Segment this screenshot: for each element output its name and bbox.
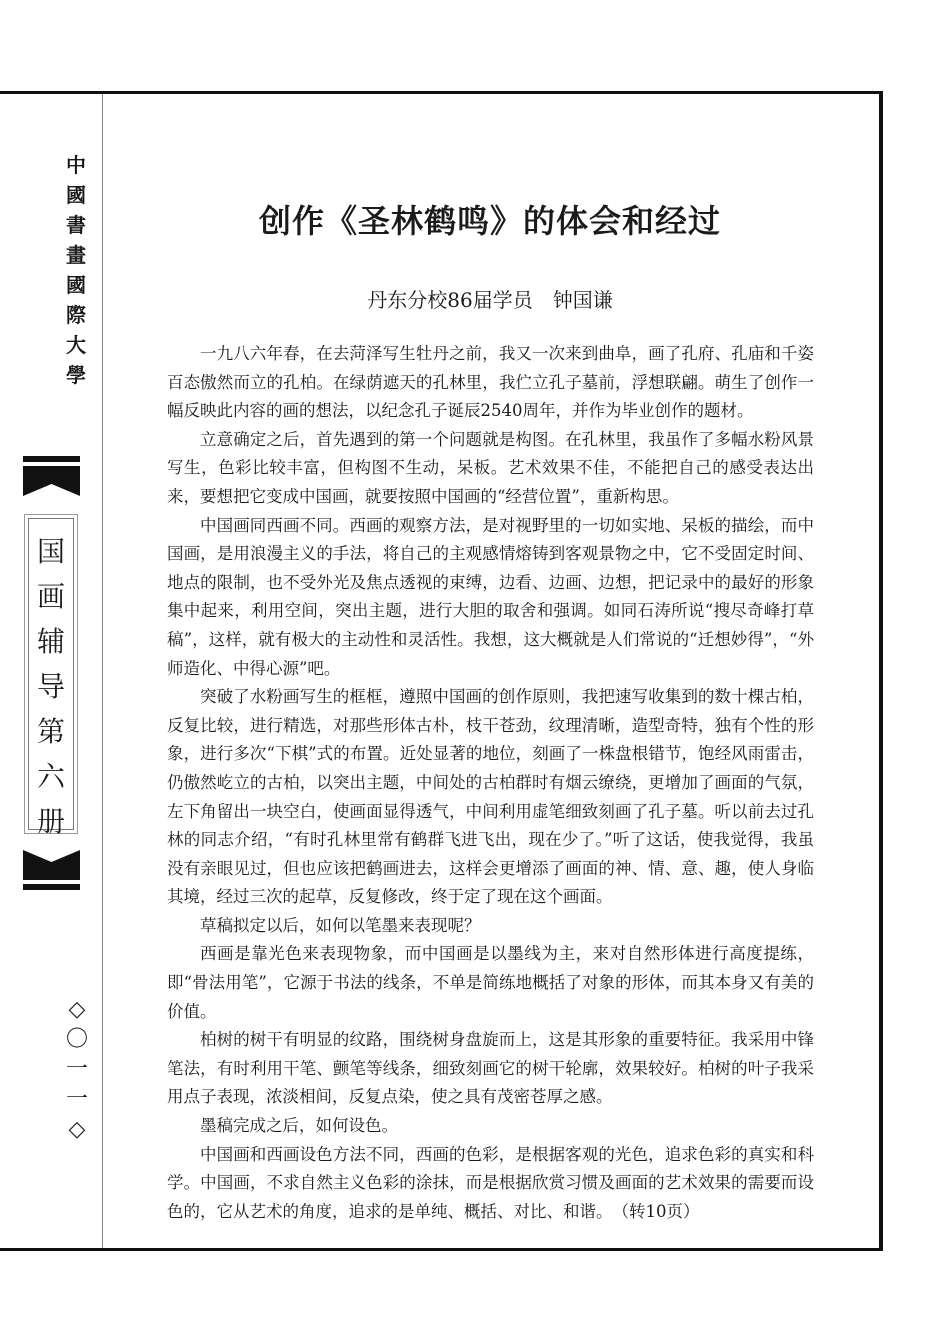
paragraph: 中国画和西画设色方法不同，西画的色彩，是根据客观的光色，追求色彩的真实和科学。中国画，不求自然主义色彩的涂抹，而是根据欣赏习惯及画面的艺术效果的需要而设色的，它从艺术的角度，追求的是单纯、概括、对比、和谐。 （转10页） [167,1144,814,1221]
paragraph: 柏树的树干有明显的纹路，围绕树身盘旋而上，这是其形象的重要特征。我采用中锋笔法，有时利用干笔、颤笔等线条，细致刻画它的树干轮廓，效果较好。柏树的叶子我采用点子表现，浓淡相间，反复点染，使之具有茂密苍厚之感。 [167,1030,814,1107]
article-title: 创作《圣林鹤鸣》的体会和经过 [258,202,721,240]
paragraph: 墨稿完成之后，如何设色。 [200,1116,398,1136]
volume-label [22,456,82,896]
paragraph: 突破了水粉画写生的框框，遵照中国画的创作原则，我把速写收集到的数十棵古柏，反复比较，进行精选，对那些形体古朴，枝干苍劲，纹理清晰，造型奇特，独有个性的形象，进行多次“下棋”式的布置。近处显著的地位，刻画了一株盘根错节，饱经风雨雷击，仍傲然屹立的古柏，以突出主题，中间处的古柏群时有烟云缭绕，更增加了画面的气氛，左下角留出一块空白，使画面显得透气，中间利用虚笔细致刻画了孔子墓。听以前去过孔林的同志介绍，“有时孔林里常有鹤群飞进飞出，现在少了。”听了这话，使我觉得，我虽没有亲眼见过，但也应该把鹤画进去，这样会更增添了画面的神、情、意、趣，使人身临其境，经过三次的起草，反复修改，终于定了现在这个画面。 [167,687,814,907]
author-name: 钟国谦 [552,288,613,312]
page-frame-right [879,91,883,1251]
paragraph: 立意确定之后，首先遇到的第一个问题就是构图。在孔林里，我虽作了多幅水粉风景写生，色彩比较丰富，但构图不生动，呆板。艺术效果不佳，不能把自己的感受表达出来，要想把它变成中国画，就要按照中国画的“经营位置”，重新构思。 [167,429,814,506]
sidebar-divider [102,94,103,1248]
page-number: ◇〇一一◇ [65,997,88,1142]
paragraph: 草稿拟定以后，如何以笔墨来表现呢？ [200,915,481,935]
decorative-band [23,456,80,462]
page-frame-top [0,91,883,94]
decorative-band [23,884,80,890]
paragraph: 中国画同西画不同。西画的观察方法，是对视野里的一切如实地、呆板的描绘，而中国画，是用浪漫主义的手法，将自己的主观感情熔铸到客观景物之中，它不受固定时间、地点的限制，也不受外光及焦点透视的束缚，边看、边画、边想，把记录中的最好的形象集中起来，利用空间，突出主题，进行大胆的取舍和强调。如同石涛所说“搜尽奇峰打草稿”，这样，就有极大的主动性和灵活性。我想，这大概就是人们常说的“迁想妙得”，“外师造化、中得心源”吧。 [167,515,814,678]
decorative-band [23,466,80,496]
volume-title: 国画辅导第六册 [36,535,65,838]
page-frame-bottom [0,1248,883,1251]
article-body [167,340,814,1226]
decorative-band [23,850,80,880]
paragraph: 西画是靠光色来表现物象，而中国画是以墨线为主，来对自然形体进行高度提练，即“骨法用笔”，它源于书法的线条，不单是简练地概括了对象的形体，而其本身又有美的价值。 [167,944,814,1021]
volume-box [28,518,74,838]
author-affiliation: 丹东分校86届学员 [367,288,533,312]
byline [180,284,800,313]
school-name: 中國書畫國際大學 [66,153,86,387]
paragraph: 一九八六年春，在去菏泽写生牡丹之前，我又一次来到曲阜，画了孔府、孔庙和千姿百态傲然而立的孔柏。在绿荫遮天的孔林里，我伫立孔子墓前，浮想联翩。萌生了创作一幅反映此内容的画的想法，以纪念孔子诞辰2540周年，并作为毕业创作的题材。 [167,344,814,421]
